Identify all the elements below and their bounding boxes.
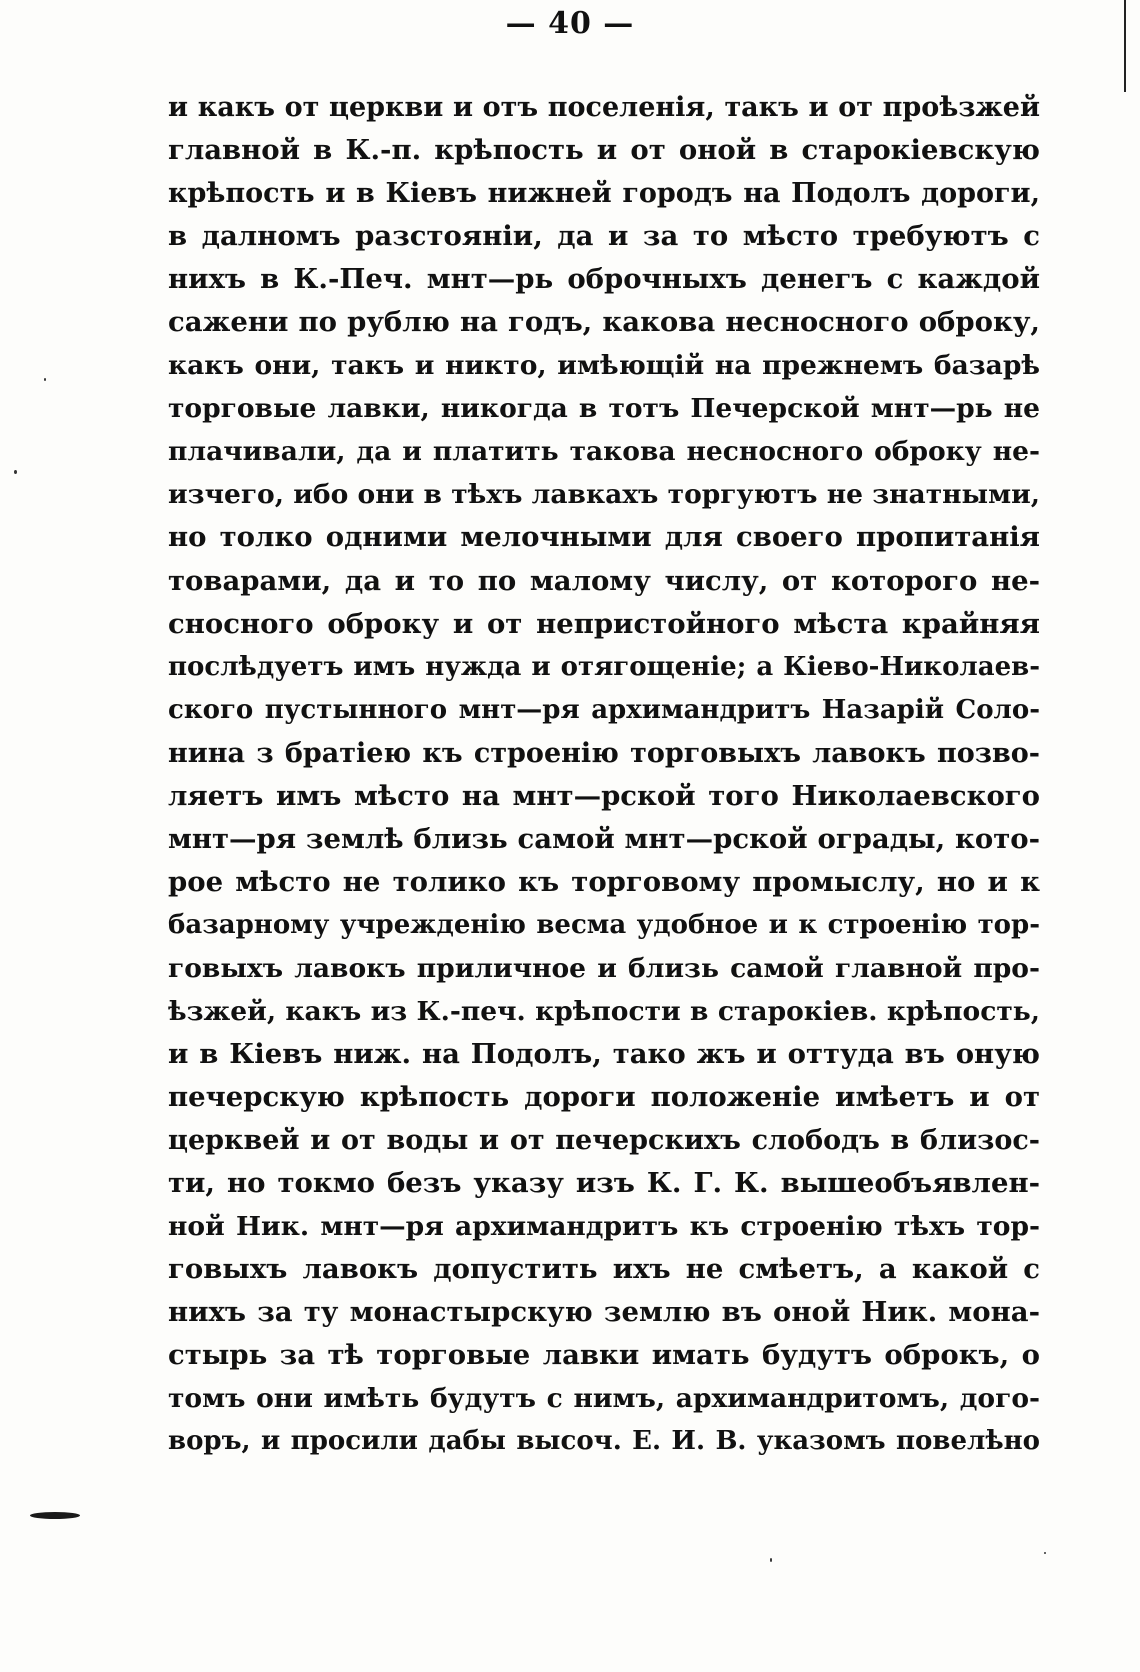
- text-line: в далномъ разстояніи, да и за то мѣсто требуютъ с: [168, 220, 1040, 253]
- text-line: ляетъ имъ мѣсто на мнт—рской того Николаевского: [168, 779, 1040, 812]
- text-line: сносного оброку и от непристойного мѣста крайняя: [168, 607, 1040, 640]
- text-line: нихъ в К.-Печ. мнт—рь оброчныхъ денегъ с каждой: [168, 263, 1040, 296]
- text-line: мнт—ря землѣ близь самой мнт—рской ограды, кото-: [168, 822, 1040, 855]
- text-line: говыхъ лавокъ допустить ихъ не смѣетъ, а какой с: [168, 1253, 1040, 1286]
- text-line: какъ они, такъ и никто, имѣющій на прежнемъ базарѣ: [168, 350, 1040, 382]
- text-line: ского пустынного мнт—ря архимандритъ Назарій Соло-: [168, 694, 1040, 725]
- text-line: плачивали, да и платить такова несносного оброку не-: [168, 436, 1040, 468]
- text-line: базарному учрежденію весма удобное и к строенію тор-: [168, 909, 1040, 940]
- text-line: но толко одними мелочными для своего пропитанія: [168, 521, 1040, 554]
- text-line: сажени по рублю на годъ, какова несносного оброку,: [168, 306, 1040, 339]
- text-line: крѣпость и в Кіевъ нижней городъ на Подолъ дороги,: [168, 178, 1040, 210]
- text-line: томъ они имѣть будутъ с нимъ, архимандритомъ, дого-: [168, 1383, 1040, 1415]
- body-text: [168, 86, 1040, 1464]
- text-line: и в Кіевъ ниж. на Подолъ, тако жъ и оттуда въ оную: [168, 1038, 1040, 1071]
- text-line: и какъ от церкви и отъ поселенія, такъ и от проѣзжей: [168, 92, 1040, 123]
- page-number: — 40 —: [505, 6, 635, 41]
- text-line: нина з братіею къ строенію торговыхъ лавокъ позво-: [168, 737, 1040, 769]
- scan-speck: [770, 1558, 772, 1562]
- text-line: говыхъ лавокъ приличное и близь самой главной про-: [168, 952, 1040, 984]
- text-line: стырь за тѣ торговые лавки имать будутъ оброкъ, о: [168, 1339, 1040, 1372]
- text-line: рое мѣсто не толико къ торговому промыслу, но и к: [168, 865, 1040, 898]
- ink-smudge: [30, 1512, 80, 1519]
- text-line: церквей и от воды и от печерскихъ слободъ в близос-: [168, 1125, 1040, 1157]
- scan-speck: [1044, 1552, 1046, 1554]
- text-line: ѣзжей, какъ из К.-печ. крѣпости в старокіев. крѣпость,: [168, 995, 1040, 1027]
- text-line: товарами, да и то по малому числу, от которого не-: [168, 564, 1040, 597]
- text-line: нихъ за ту монастырскую землю въ оной Ник. мона-: [168, 1296, 1040, 1329]
- scan-edge-rule: [1124, 0, 1126, 92]
- text-line: торговые лавки, никогда в тотъ Печерской мнт—рь не: [168, 393, 1040, 425]
- text-line: главной в К.-п. крѣпость и от оной в старокіевскую: [168, 134, 1040, 167]
- text-line: послѣдуетъ имъ нужда и отягощеніе; а Кіево-Николаев-: [168, 651, 1040, 682]
- scan-speck: [44, 378, 46, 381]
- text-line: ти, но токмо безъ указу изъ К. Г. К. вышеобъявлен-: [168, 1167, 1040, 1200]
- scan-speck: [14, 470, 17, 474]
- text-line: изчего, ибо они в тѣхъ лавкахъ торгуютъ не знатными,: [168, 479, 1040, 511]
- text-line: воръ, и просили дабы высоч. Е. И. В. указомъ повелѣно: [168, 1426, 1040, 1457]
- text-line: печерскую крѣпость дороги положеніе имѣетъ и от: [168, 1081, 1040, 1114]
- text-line: ной Ник. мнт—ря архимандритъ къ строенію тѣхъ тор-: [168, 1211, 1040, 1243]
